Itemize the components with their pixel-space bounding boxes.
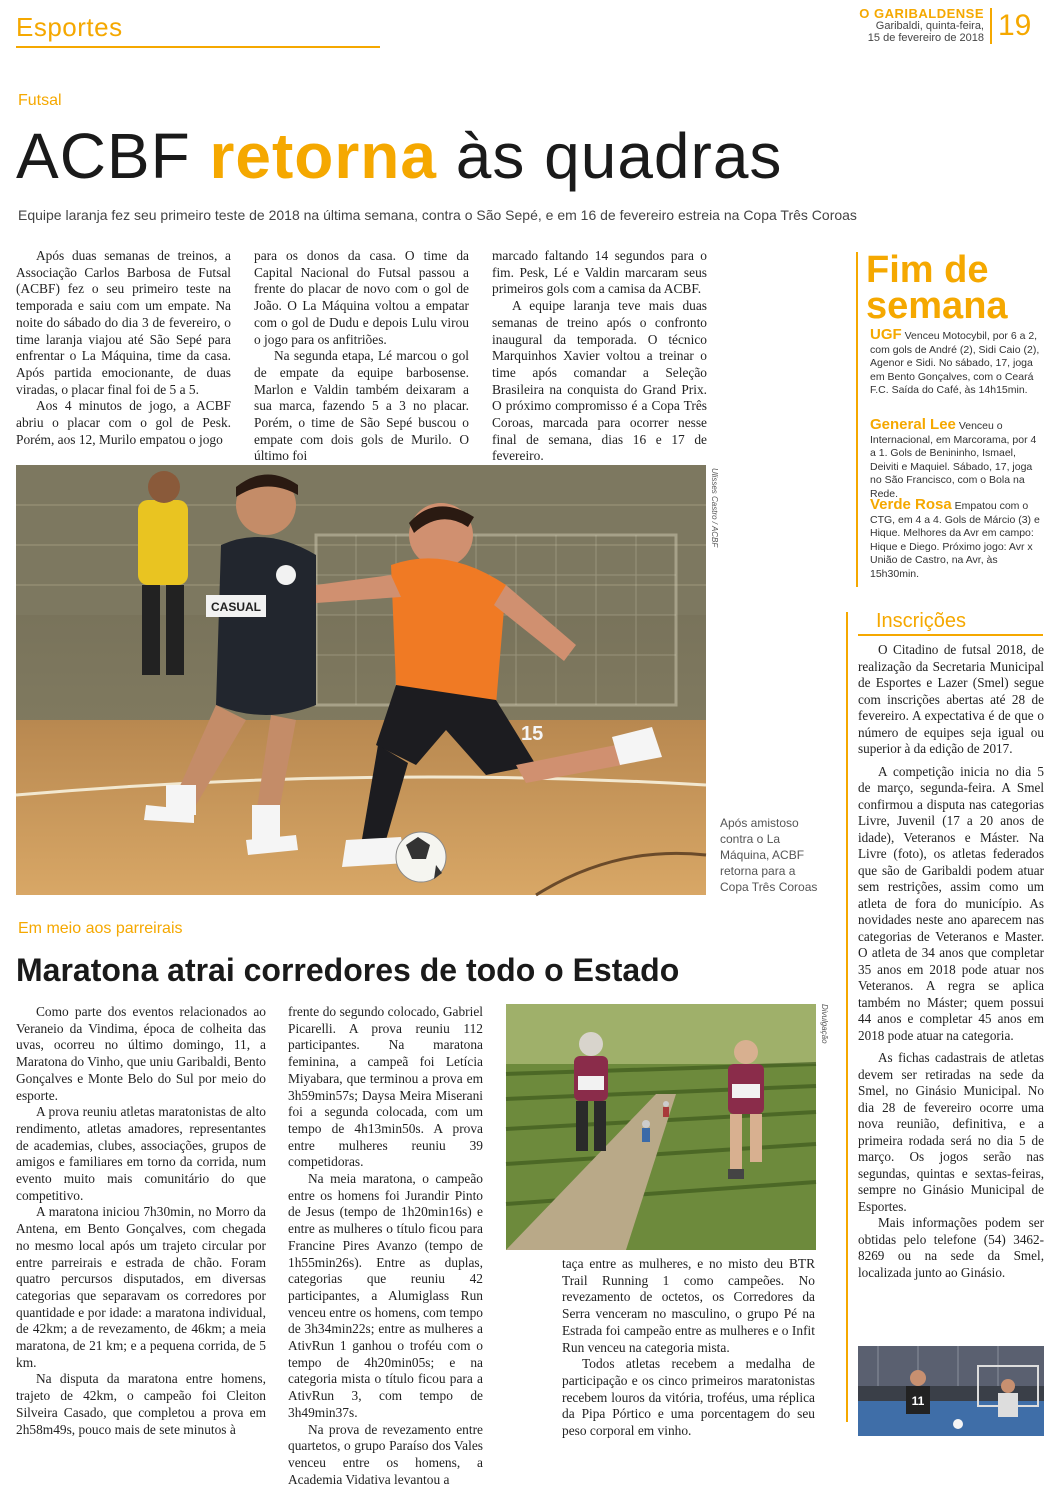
team-name: UGF [870, 326, 902, 343]
paragraph: A competição inicia no dia 5 de março, segunda-feira. A Smel confirmou a disputa nas categorias Livre, Juvenil (17 a 20 anos de idade), Veteranos e Máster. Na Livre (foto), os atletas federados que são de Garibaldi podem atuar sem restrições, assim como um atleta de fora do município. As novidades neste ano aparecem nas categorias de Veteranos e Master. O atleta de 34 anos que completar 35 anos em 2018 pode atuar nos Veteranos. A regra se aplica também no Máster; quem possui 44 anos e completar 45 anos em 2018 pode atuar na categoria. [858, 763, 1044, 1043]
main-col-2 [254, 248, 469, 464]
team-name: General Lee [870, 416, 956, 433]
second-headline: Maratona atrai corredores de todo o Estado [16, 952, 680, 988]
main-photo-credit: Ulisses Castro / ACBF [710, 468, 719, 548]
weekend-title-line2: semana [866, 285, 1008, 327]
marathon-photo-credit: Divulgação [820, 1004, 829, 1044]
weekend-title-line1: Fim de [866, 249, 989, 291]
main-col-1 [16, 248, 231, 448]
paragraph: A maratona iniciou 7h30min, no Morro da Antena, em Bento Gonçalves, com chegada no mesmo local após um trajeto circular por entre parreirais e estrada de chão. Foram quatro percursos disputados, em diversas categorias que separavam os corredores por quantidade e por idade: a maratona individual, de 42km; a de revezamento, de 46km; a meia maratona, de 21 km; e a pequena corrida, de 5 km. [16, 1204, 266, 1370]
weekend-entry [870, 328, 1045, 398]
edition-date-line2: 15 de fevereiro de 2018 [867, 32, 984, 44]
team-result: Empatou com o CTG, em 4 a 4. Gols de Márcio (3) e Hique. Melhores da Avr em campo: Hique e Diego. Próximo jogo: Avr x União de Castro, na Avr, às 15h30min. [870, 500, 1040, 580]
second-col-2 [288, 1004, 483, 1487]
main-subhead: Equipe laranja fez seu primeiro teste de 2018 na última semana, contra o São Sepé, e em 16 de fevereiro estreia na Copa Três Coroas [18, 207, 857, 223]
jersey-sponsor-text: CASUAL [211, 600, 261, 614]
headline-part1: ACBF [16, 120, 210, 192]
paragraph: O Citadino de futsal 2018, de realização da Secretaria Municipal de Esportes e Lazer (Smel) segue com inscrições abertas até 28 de fevereiro. A expectativa é de que o número de equipes seja igual ou superior à da edição de 2017. [858, 642, 1044, 756]
main-headline [16, 118, 782, 194]
edition-date-line1: Garibaldi, quinta-feira, [875, 20, 984, 32]
paragraph: Todos atletas recebem a medalha de participação e os cinco primeiros maratonistas recebem louros da vitória, troféus, uma réplica da Pipa Pórtico e uma porcentagem do seu peso corporal em vinho. [562, 1356, 815, 1439]
paragraph: frente do segundo colocado, Gabriel Picarelli. A prova reuniu 112 participantes. Na maratona feminina, a campeã foi Letícia Miyabara, que terminou a prova em 3h59min57s; Daysa Meira Miserani foi a segunda colocada, com um tempo de 4h13min50s. A prova entre mulheres reuniu 39 competidoras. [288, 1004, 483, 1170]
section-divider [16, 46, 380, 48]
headline-part2: às quadras [436, 120, 783, 192]
second-kicker: Em meio aos parreirais [18, 920, 183, 937]
inscricoes-body [858, 642, 1044, 1412]
weekend-entry [870, 418, 1045, 501]
weekend-title [866, 249, 1008, 327]
paragraph: Na meia maratona, o campeão entre os homens foi Jurandir Pinto de Jesus (tempo de 1h20min16s) e entre as mulheres o título ficou para Francine Pires Avanzo (tempo de 1h55min26s). Entre as duplas, categorias que reuniu 42 participantes, a Alumiglass Run venceu entre os homens, com tempo de 3h34min22s; entre as mulheres a AtivRun 1 ganhou o troféu com o tempo de 4h20min05s; e na categoria mista o título ficou para a AtivRun 3, com tempo de 3h49min37s. [288, 1171, 483, 1420]
citadino-photo-illustration [858, 1346, 1044, 1436]
team-result: Venceu Motocybil, por 6 a 2, com gols de André (2), Sidi Caio (2), Agenor e Sidi. No sábado, 17, joga em Bento Gonçalves, com o Ceará F.C. Saída do Café, às 14h15min. [870, 330, 1040, 396]
citadino-photo [858, 1346, 1044, 1436]
inscricoes-title-underline [858, 634, 1043, 636]
paragraph: Na segunda etapa, Lé marcou o gol de empate da equipe barbosense. Marlon e Valdin também deixaram a sua marca, fazendo 5 a 3 no placar. Porém, o time de São Sepé buscou o empate com dois gols de Murilo. O último foi [254, 348, 469, 464]
paragraph: Na prova de revezamento entre quartetos, o grupo Paraíso dos Vales venceu entre os homens, a Academia Vidativa levantou a [288, 1421, 483, 1487]
team-result: Venceu o Internacional, em Marcorama, por 4 a 1. Gols de Benininho, Ismael, Deiviti e Maquiel. Sábado, 17, joga no São Francisco, com o Bola na Rede. [870, 420, 1037, 500]
jersey-number-text: 15 [521, 723, 544, 745]
paragraph: Aos 4 minutos de jogo, a ACBF abriu o placar com o gol de Pesk. Porém, aos 12, Murilo empatou o jogo [16, 398, 231, 447]
headline-highlight: retorna [209, 120, 437, 192]
main-photo-caption: Após amistoso contra o La Máquina, ACBF retorna para a Copa Três Coroas [720, 816, 818, 894]
page-number: 19 [990, 8, 1031, 44]
paragraph: marcado faltando 14 segundos para o fim. Pesk, Lé e Valdin marcaram seus primeiros gols com a camisa da ACBF. [492, 248, 707, 297]
weekend-entry [870, 498, 1045, 581]
paragraph: taça entre as mulheres, e no misto deu BTR Trail Running 1 como campeões. No revezamento de octetos, os Corredores da Serra venceram no masculino, o grupo Pé na Estrada foi campeão entre as mulheres e o Infit Run venceu na categoria mista. [562, 1256, 815, 1355]
paragraph: para os donos da casa. O time da Capital Nacional do Futsal passou a frente do placar de novo com o gol de João. O La Máquina voltou a empatar com o gol de Dudu e depois Lulu virou o jogo para os anfitriões. [254, 248, 469, 347]
paragraph: As fichas cadastrais de atletas devem ser retiradas na sede da Smel, no Ginásio Municipal. No dia 28 de fevereiro ocorre uma nova reunião, definitiva, e a primeira rodada será no dia 5 de março. Os jogos serão nas segundas, quintas e sextas-feiras, sempre no Ginásio Municipal de Esportes. [858, 1050, 1044, 1214]
second-col-1 [16, 1004, 266, 1439]
player-number-text: 11 [911, 1394, 925, 1408]
paragraph: Como parte dos eventos relacionados ao Veraneio da Vindima, época de colheita das uvas, ocorreu no último domingo, 11, a Maratona do Vinho, que uniu Garibaldi, Bento Gonçalves e Monte Belo do Sul por meio do esporte. [16, 1004, 266, 1103]
sidebar-vertical-rule [856, 252, 858, 587]
newspaper-name: O GARIBALDENSE [859, 6, 984, 21]
marathon-photo-illustration [506, 1004, 816, 1250]
paragraph: A equipe laranja teve mais duas semanas de treino após o confronto inaugural da temporada. O técnico Marquinhos Xavier voltou a treinar o time após comandar a Seleção Brasileira na conquista do Grand Prix. O próximo compromisso é a Copa Três Coroas, marcada para ocorrer nesse final de semana, dias 16 e 17 de fevereiro. [492, 298, 707, 464]
marathon-photo [506, 1004, 816, 1250]
inscricoes-vertical-rule [846, 612, 848, 1422]
main-kicker: Futsal [18, 92, 62, 109]
team-name: Verde Rosa [870, 496, 952, 513]
paragraph: Na disputa da maratona entre homens, trajeto de 42km, o campeão foi Cleiton Silveira Casado, que completou a prova em 2h58m49s, pouco mais de sete minutos à [16, 1371, 266, 1437]
second-col-3 [562, 1256, 815, 1439]
main-col-3 [492, 248, 707, 464]
inscricoes-title: Inscrições [876, 610, 967, 632]
masthead [859, 8, 984, 44]
futsal-photo [16, 465, 706, 895]
futsal-photo-illustration [16, 465, 706, 895]
paragraph: Mais informações podem ser obtidas pelo telefone (54) 3462-8269 ou na sede da Smel, localizada junto ao Ginásio. [858, 1215, 1044, 1280]
paragraph: Após duas semanas de treinos, a Associação Carlos Barbosa de Futsal (ACBF) fez o seu primeiro teste na temporada e saiu com um empate. Na noite do sábado do dia 3 de fevereiro, o time laranja viajou até São Sepé para enfrentar o La Máquina, time da casa. Após partida emocionante, de duas viradas, o placar final foi de 5 a 5. [16, 248, 231, 397]
section-title: Esportes [16, 12, 123, 42]
paragraph: A prova reuniu atletas maratonistas de alto rendimento, atletas amadores, representantes de academias, clubes, associações, grupos de amigos e familiares em torno da corrida, num evento muito mais comunitário do que competitivo. [16, 1104, 266, 1203]
